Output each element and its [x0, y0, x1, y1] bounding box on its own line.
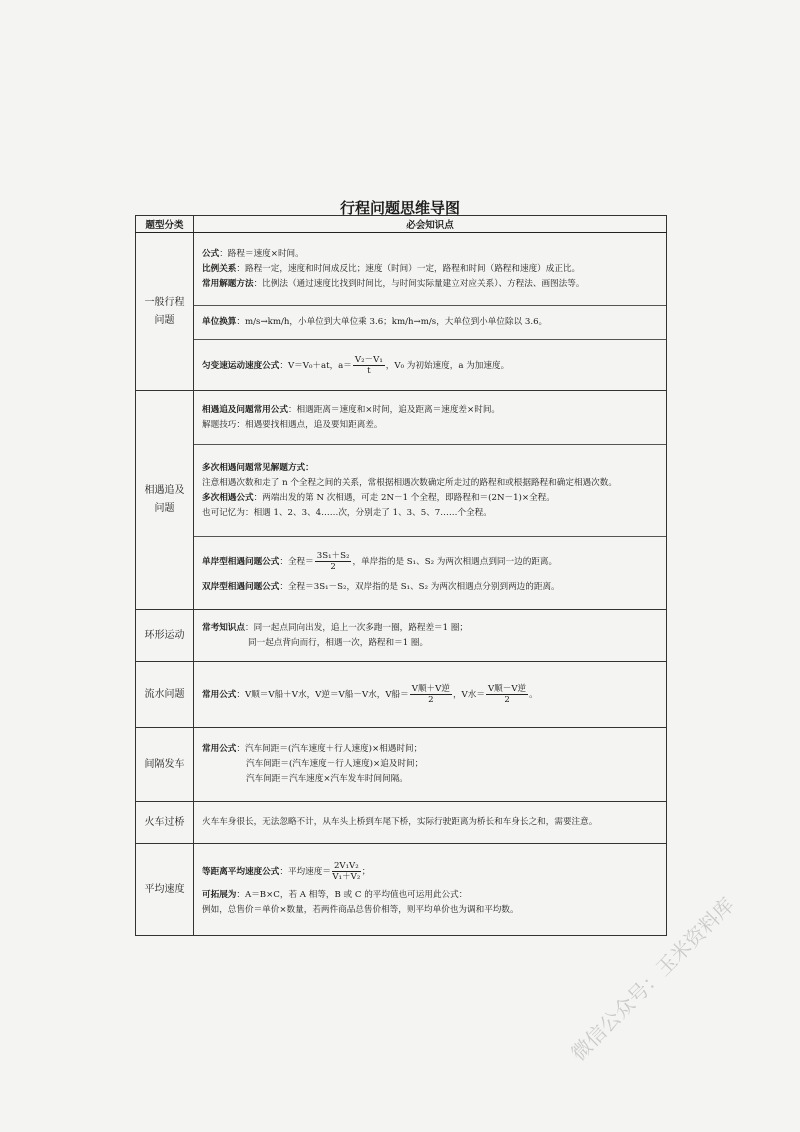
text: 汽车间距＝(汽车速度－行人速度)×追及时间； — [246, 759, 424, 769]
section — [194, 445, 666, 537]
header-knowledge: 必会知识点 — [194, 216, 667, 233]
content-meet — [194, 391, 667, 610]
text: ； — [361, 867, 371, 877]
text: 解题技巧：相遇要找相遇点，追及要知距离差。 — [202, 419, 383, 430]
numerator: V顺－V逆 — [487, 684, 527, 694]
table-header — [136, 216, 667, 233]
page-title: 行程问题思维导图 — [339, 199, 460, 217]
text: ：比例法（通过速度比找到时间比，与时间实际量建立对应关系）、方程法、画图法等。 — [253, 278, 585, 289]
text: ：m/s→km/h，小单位到大单位乘 3.6；km/h→m/s，大单位到小单位除以 3.6。 — [236, 317, 548, 327]
label-extend: 可拓展为 — [202, 890, 237, 900]
fraction — [486, 684, 528, 705]
category-meet: 相遇追及问题 — [136, 391, 194, 610]
label-ratio: 比例关系 — [202, 263, 237, 274]
fraction — [353, 355, 385, 376]
category-general: 一般行程问题 — [136, 233, 194, 391]
header-category: 题型分类 — [136, 216, 194, 233]
text: ：平均速度＝ — [279, 867, 331, 877]
text: ：路程一定，速度和时间成反比；速度（时间）一定，路程和时间（路程和速度）成正比。 — [236, 263, 581, 274]
label-unit: 单位换算 — [202, 317, 237, 327]
category-bus: 间隔发车 — [136, 728, 194, 802]
numerator: 2V₁V₂ — [333, 861, 359, 871]
text: 同一起点背向而行，相遇一次，路程和＝1 圈。 — [248, 637, 429, 648]
denominator: V₁＋V₂ — [332, 872, 361, 882]
text: ，V水＝ — [452, 690, 485, 700]
label-avg-formula: 等距离平均速度公式 — [202, 867, 280, 877]
text: ：两端出发的第 N 次相遇，可走 2N－1 个全程，即路程和＝(2N－1)×全程。 — [253, 492, 555, 503]
watermark: 微信公众号：玉米资料库 — [566, 892, 739, 1066]
section — [194, 391, 666, 445]
label-methods: 常用解题方法 — [202, 278, 254, 289]
text: ：V顺＝V船＋V水，V逆＝V船－V水，V船＝ — [236, 690, 409, 700]
numerator: 3S₁＋S₂ — [316, 551, 350, 561]
numerator: V₂－V₁ — [354, 354, 383, 365]
table-row — [136, 391, 667, 610]
category-avg: 平均速度 — [136, 844, 194, 936]
label-formula: 公式 — [202, 248, 220, 259]
fraction — [332, 861, 361, 882]
text: 注意相遇次数和走了 n 个全程之间的关系，常根据相遇次数确定所走过的路程和或根据路程和确定相遇次数。 — [202, 477, 617, 488]
content-avg — [194, 844, 667, 936]
label-single-bank: 单岸型相遇问题公式 — [202, 557, 280, 567]
table-row — [136, 662, 667, 728]
table-row — [136, 233, 667, 391]
text: ：全程＝ — [279, 557, 314, 567]
label-uniform-accel: 匀变速运动速度公式 — [202, 360, 280, 371]
label-water-formula: 常用公式 — [202, 690, 237, 700]
section — [194, 340, 666, 390]
text: ，V₀ 为初始速度，a 为加速度。 — [385, 360, 510, 371]
section — [194, 233, 666, 306]
text: ：V＝V₀＋at，a＝ — [279, 360, 352, 371]
content-train — [194, 802, 667, 844]
label-multi-meet: 多次相遇问题常见解题方式： — [202, 462, 314, 473]
label-meet-formula: 相遇追及问题常用公式 — [202, 404, 288, 415]
text: 例如，总售价＝单价×数量，若两件商品总售价相等，则平均单价也为调和平均数。 — [202, 905, 519, 915]
table-row — [136, 610, 667, 662]
content-general — [194, 233, 667, 391]
text: ：同一起点同向出发，追上一次多跑一圈，路程差＝1 圈； — [244, 622, 469, 633]
text: 也可记忆为：相遇 1、2、3、4……次，分别走了 1、3、5、7……个全程。 — [202, 507, 492, 518]
mindmap-table — [135, 215, 667, 936]
text: ：汽车间距＝(汽车速度＋行人速度)×相遇时间； — [236, 744, 423, 754]
fraction — [410, 684, 452, 705]
denominator: 2 — [504, 695, 510, 705]
denominator: t — [367, 365, 371, 376]
fraction — [315, 551, 352, 572]
text: 。 — [529, 690, 538, 700]
section — [194, 537, 666, 609]
text: 汽车间距＝汽车速度×汽车发车时间间隔。 — [246, 774, 408, 784]
content-water — [194, 662, 667, 728]
denominator: 2 — [428, 695, 434, 705]
label-double-bank: 双岸型相遇问题公式 — [202, 582, 280, 592]
text: ：路程＝速度×时间。 — [219, 248, 304, 259]
label-common: 常考知识点 — [202, 622, 245, 633]
category-ring: 环形运动 — [136, 610, 194, 662]
text: ：A＝B×C，若 A 相等，B 或 C 的平均值也可运用此公式： — [236, 890, 468, 900]
section — [194, 306, 666, 340]
text: ：相遇距离＝速度和×时间，追及距离＝速度差×时间。 — [287, 404, 501, 415]
label-multi-meet-formula: 多次相遇公式 — [202, 492, 254, 503]
table-row — [136, 728, 667, 802]
text: ，单岸指的是 S₁、S₂ 为两次相遇点到同一边的距离。 — [352, 557, 558, 567]
table-row — [136, 802, 667, 844]
text: 火车车身很长，无法忽略不计，从车头上桥到车尾下桥，实际行驶距离为桥长和车身长之和，需要注意。 — [202, 817, 598, 827]
text: ：全程＝3S₁－S₂，双岸指的是 S₁、S₂ 为两次相遇点分别到两边的距离。 — [279, 582, 560, 592]
table-row — [136, 844, 667, 936]
category-water: 流水问题 — [136, 662, 194, 728]
denominator: 2 — [330, 562, 336, 572]
label-bus-formula: 常用公式 — [202, 744, 237, 754]
content-bus — [194, 728, 667, 802]
numerator: V顺＋V逆 — [411, 684, 450, 694]
content-ring — [194, 610, 667, 662]
category-train: 火车过桥 — [136, 802, 194, 844]
